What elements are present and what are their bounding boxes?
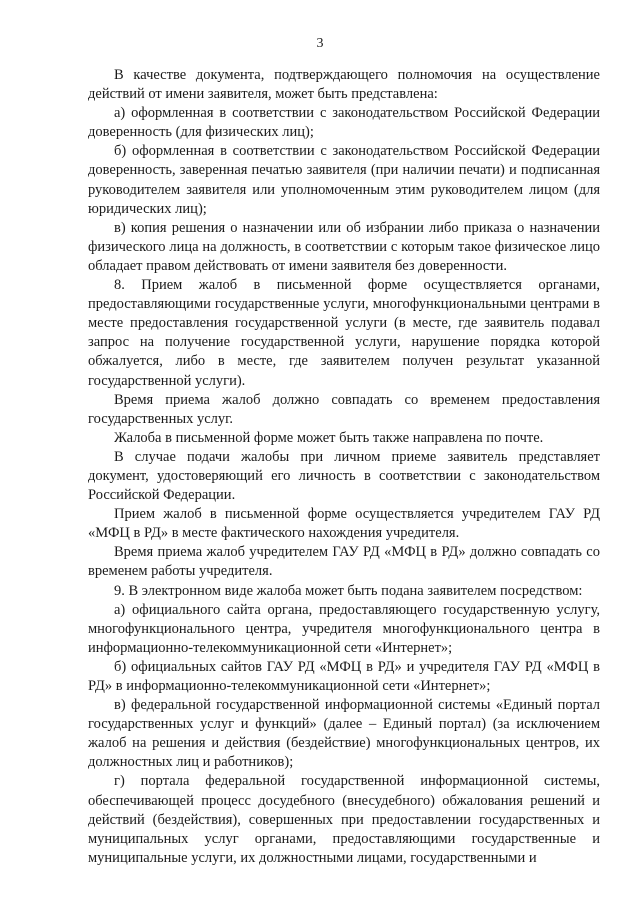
paragraph-reception-time: Время приема жалоб должно совпадать со временем предоставления государственных услуг. — [88, 391, 600, 427]
paragraph-electronic-a: а) официального сайта органа, предоставляющего государственную услугу, многофункционального центра, учредителя многофункционального центра в информационно-телекоммуникационной сети «Интернет»; — [88, 601, 600, 656]
paragraph-item-b: б) оформленная в соответствии с законодательством Российской Федерации доверенность, заверенная печатью заявителя (при наличии печати) и подписанная руководителем заявителя или уполномоченным этим руководителем лицом (для юридических лиц); — [88, 143, 600, 217]
page-number: 3 — [316, 36, 324, 51]
paragraph-clause-9: 9. В электронном виде жалоба может быть подана заявителем посредством: — [114, 582, 583, 599]
paragraph-electronic-v: в) федеральной государственной информационной системы «Единый портал государственных услуг и функций» (далее – Единый портал) (за исключением жалоб на решения и действия (бездействие) многофункциональных центров, их должностных лиц и работников); — [88, 697, 600, 771]
paragraph-electronic-b: б) официальных сайтов ГАУ РД «МФЦ в РД» и учредителя ГАУ РД «МФЦ в РД» в информационно-телекоммуникационной сети «Интернет»; — [88, 658, 600, 694]
paragraph-by-mail: Жалоба в письменной форме может быть также направлена по почте. — [114, 429, 544, 446]
paragraph-clause-8: 8. Прием жалоб в письменной форме осуществляется органами, предоставляющими государственные услуги, многофункциональными центрами в месте предоставления государственной услуги (в месте, где заявитель подавал запрос на получение государственной услуги, нарушение порядка которой обжалуется, либо в месте, где заявителем получен результат указанной государственной услуги). — [88, 277, 600, 389]
paragraph-item-v: в) копия решения о назначении или об избрании либо приказа о назначении физического лица на должность, в соответствии с которым такое физическое лицо обладает правом действовать от имени заявителя без доверенности. — [88, 219, 600, 274]
paragraph-founder-reception: Прием жалоб в письменной форме осуществляется учредителем ГАУ РД «МФЦ в РД» в месте фактического нахождения учредителя. — [88, 506, 600, 542]
paragraph-founder-time: Время приема жалоб учредителем ГАУ РД «МФЦ в РД» должно совпадать со временем работы учредителя. — [88, 544, 600, 580]
paragraph-personal-reception: В случае подачи жалобы при личном приеме заявитель представляет документ, удостоверяющий его личность в соответствии с законодательством Российской Федерации. — [88, 448, 600, 504]
paragraph-electronic-g: г) портала федеральной государственной информационной системы, обеспечивающей процесс досудебного (внесудебного) обжалования решений и действий (бездействия), совершенных при предоставлении государственных и муниципальных услуг органами, предоставляющими государственные и муниципальные услуги, их должностными лицами, государственными и — [88, 773, 600, 866]
paragraph-authority-documents: В качестве документа, подтверждающего полномочия на осуществление действий от имени заявителя, может быть представлена: — [88, 67, 600, 103]
paragraph-item-a: а) оформленная в соответствии с законодательством Российской Федерации доверенность (для физических лиц); — [88, 105, 600, 141]
document-body — [88, 66, 600, 868]
